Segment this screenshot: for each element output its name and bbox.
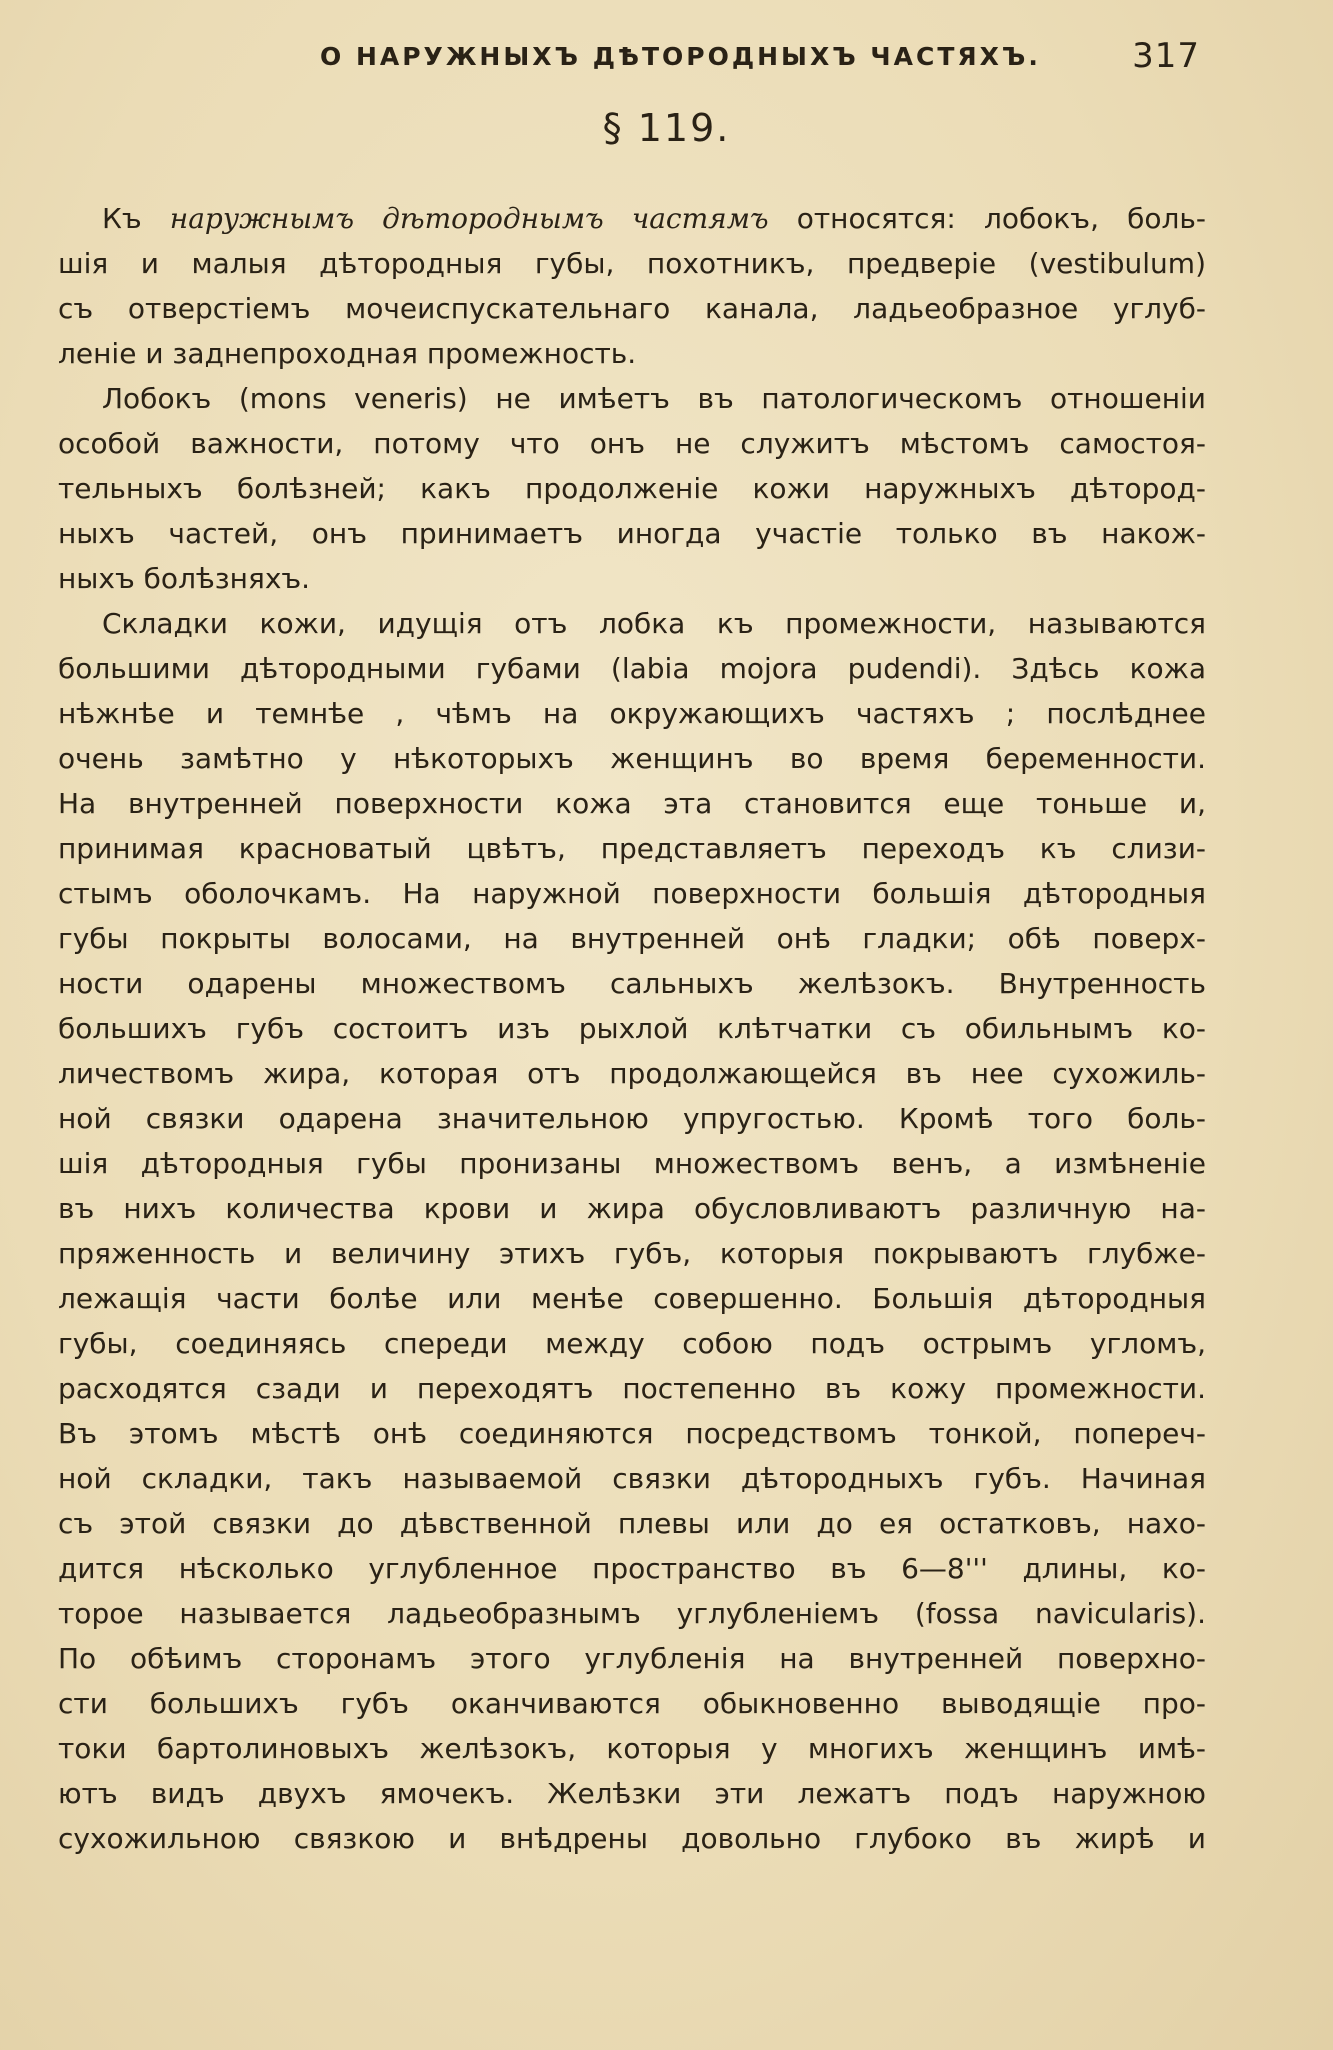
paragraph-1: [58, 196, 1206, 376]
text-line: стымъ оболочкамъ. На наружной поверхности большія дѣтородныя: [58, 877, 1206, 910]
text-line: сухожильною связкою и внѣдрены довольно глубоко въ жирѣ и: [58, 1822, 1206, 1855]
text-line: большихъ губъ состоитъ изъ рыхлой клѣтчатки съ обильнымъ ко-: [58, 1012, 1206, 1045]
text-line: особой важности, потому что онъ не служитъ мѣстомъ самостоя-: [58, 427, 1206, 460]
paragraph-2: [58, 376, 1206, 601]
text-line: принимая красноватый цвѣтъ, представляетъ переходъ къ слизи-: [58, 832, 1206, 865]
text-line: ности одарены множествомъ сальныхъ желѣзокъ. Внутренность: [58, 967, 1206, 1000]
running-title: О НАРУЖНЫХЪ ДѢТОРОДНЫХЪ ЧАСТЯХЪ.: [320, 42, 1041, 71]
text-line: дится нѣсколько углубленное пространство въ 6—8''' длины, ко-: [58, 1552, 1206, 1585]
italic-term: наружнымъ дѣтороднымъ частямъ: [169, 202, 769, 235]
text-line: ной связки одарена значительною упругостью. Кромѣ того боль-: [58, 1102, 1206, 1135]
text-line: губы, соединяясь спереди между собою подъ острымъ угломъ,: [58, 1327, 1206, 1360]
text-line: расходятся сзади и переходятъ постепенно въ кожу промежности.: [58, 1372, 1206, 1405]
section-heading: § 119.: [602, 106, 731, 150]
text-line: ныхъ болѣзняхъ.: [58, 562, 311, 595]
text-line: въ нихъ количества крови и жира обусловливаютъ различную на-: [58, 1192, 1206, 1225]
text-line: Лобокъ (mons veneris) не имѣетъ въ патологическомъ отношеніи: [102, 382, 1206, 415]
text-line: ютъ видъ двухъ ямочекъ. Желѣзки эти лежатъ подъ наружною: [58, 1777, 1206, 1810]
text-line: На внутренней поверхности кожа эта становится еще тоньше и,: [58, 787, 1206, 820]
paragraph-3: [58, 601, 1206, 1861]
text-line: торое называется ладьеобразнымъ углубленіемъ (fossa navicularis).: [58, 1597, 1206, 1630]
text-line: личествомъ жира, которая отъ продолжающейся въ нее сухожиль-: [58, 1057, 1206, 1090]
text-span: относятся: лобокъ, боль-: [768, 202, 1207, 235]
text-line: токи бартолиновыхъ желѣзокъ, которыя у многихъ женщинъ имѣ-: [58, 1732, 1206, 1765]
text-line: ной складки, такъ называемой связки дѣтородныхъ губъ. Начиная: [58, 1462, 1206, 1495]
text-line: нѣжнѣе и темнѣе , чѣмъ на окружающихъ частяхъ ; послѣднее: [58, 697, 1206, 730]
text-line: Складки кожи, идущія отъ лобка къ промежности, называются: [102, 607, 1206, 640]
text-line: леніе и заднепроходная промежность.: [58, 337, 637, 370]
page-header: [320, 36, 1220, 84]
text-line: По обѣимъ сторонамъ этого углубленія на внутренней поверхно-: [58, 1642, 1206, 1675]
text-line: лежащія части болѣе или менѣе совершенно. Большія дѣтородныя: [58, 1282, 1206, 1315]
text-line: пряженность и величину этихъ губъ, которыя покрываютъ глубже-: [58, 1237, 1206, 1270]
text-span: Къ: [102, 202, 170, 235]
body-text: [58, 196, 1206, 1861]
text-line: Въ этомъ мѣстѣ онѣ соединяются посредствомъ тонкой, попереч-: [58, 1417, 1206, 1450]
text-line: губы покрыты волосами, на внутренней онѣ гладки; обѣ поверх-: [58, 922, 1206, 955]
text-line: тельныхъ болѣзней; какъ продолженіе кожи наружныхъ дѣтород-: [58, 472, 1206, 505]
text-line: ныхъ частей, онъ принимаетъ иногда участіе только въ накож-: [58, 517, 1206, 550]
text-line: шія и малыя дѣтородныя губы, похотникъ, предверіе (vestibulum): [58, 247, 1206, 280]
text-line: съ этой связки до дѣвственной плевы или до ея остатковъ, нахо-: [58, 1507, 1206, 1540]
text-line: очень замѣтно у нѣкоторыхъ женщинъ во время беременности.: [58, 742, 1206, 775]
page-number: 317: [1132, 36, 1200, 76]
text-line: сти большихъ губъ оканчиваются обыкновенно выводящіе про-: [58, 1687, 1206, 1720]
text-line: [58, 196, 1206, 241]
text-line: шія дѣтородныя губы пронизаны множествомъ венъ, а измѣненіе: [58, 1147, 1206, 1180]
text-line: большими дѣтородными губами (labia mojora pudendi). Здѣсь кожа: [58, 652, 1206, 685]
text-line: съ отверстіемъ мочеиспускательнаго канала, ладьеобразное углуб-: [58, 292, 1206, 325]
